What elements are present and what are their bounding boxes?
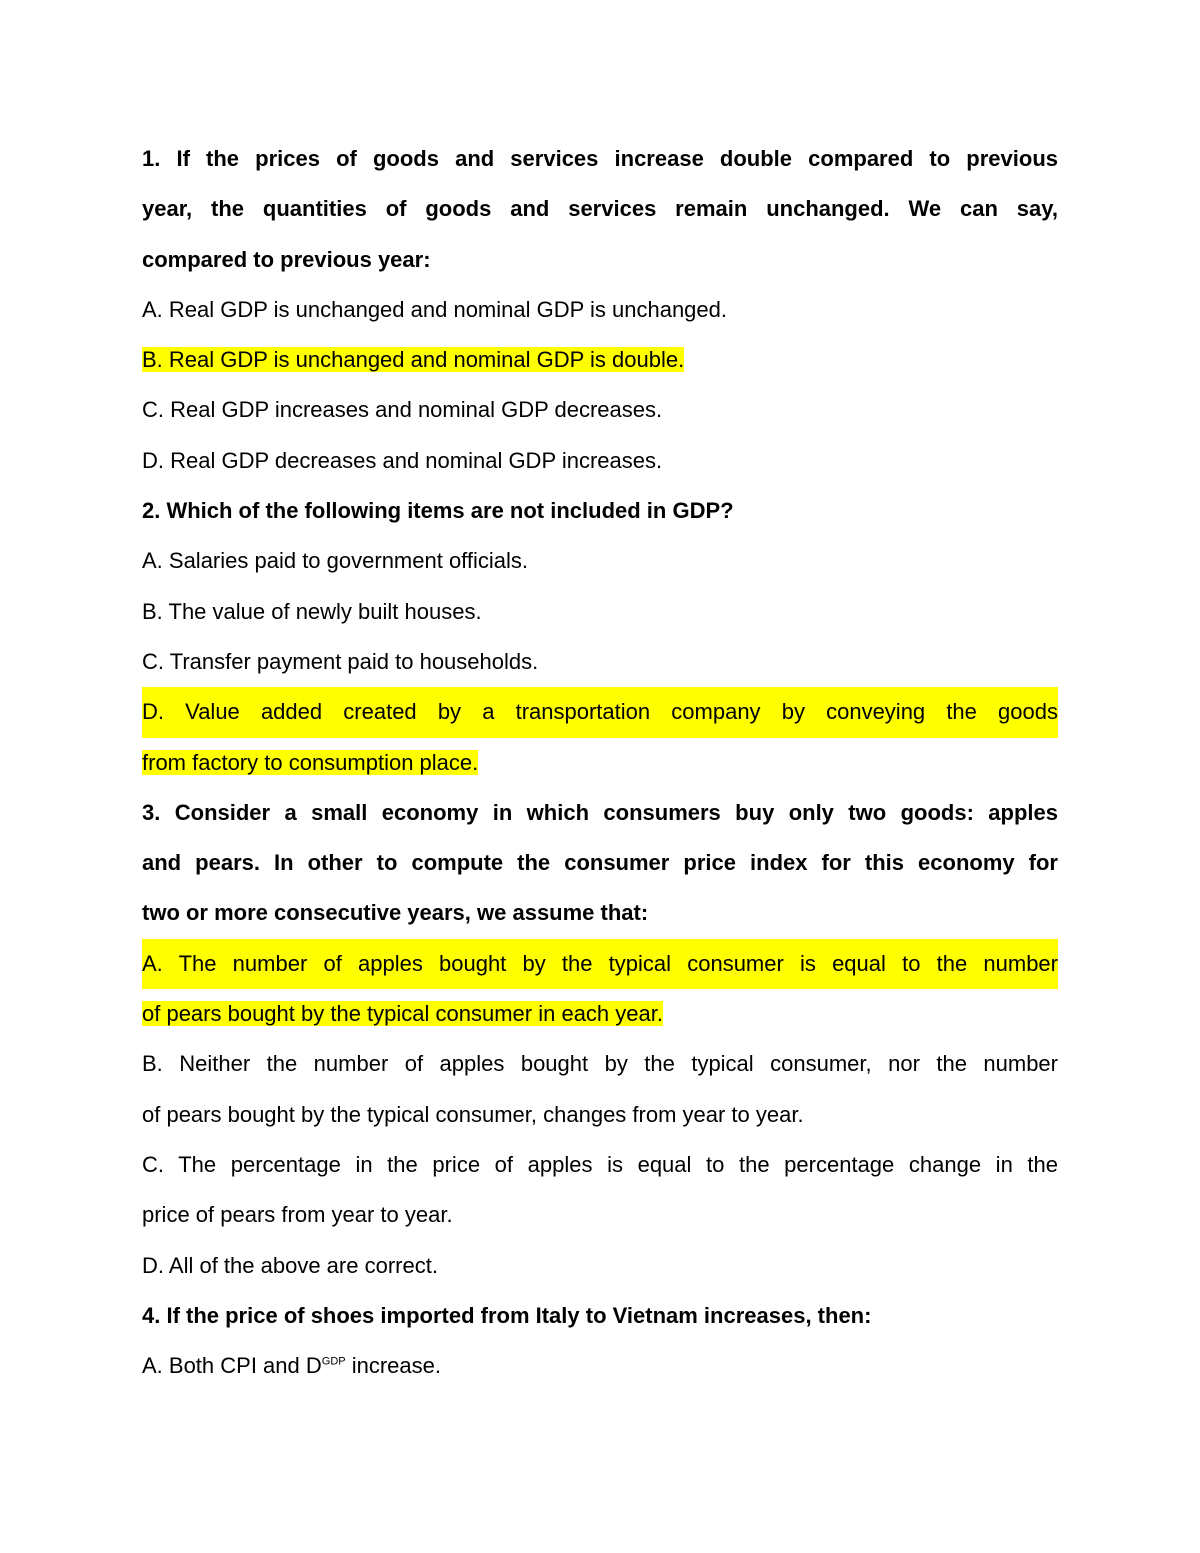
option-text: D. Real GDP decreases and nominal GDP increases. — [142, 447, 663, 473]
option-text: B. The value of newly built houses. — [142, 598, 482, 624]
question-3-option-b-line-2: of pears bought by the typical consumer, changes from year to year. — [142, 1101, 804, 1127]
gdp-superscript: GDP — [321, 1355, 346, 1368]
option-text: C. Real GDP increases and nominal GDP decreases. — [142, 397, 663, 423]
question-2-option-d-line-1: D. Value added created by a transportation company by conveying the goods — [142, 687, 1058, 737]
question-1-stem-line-1: 1. If the prices of goods and services increase double compared to previous — [142, 146, 1058, 171]
question-3-option-a-line-2 — [142, 989, 1058, 1039]
question-1-option-c — [142, 385, 1058, 435]
question-3-option-c-line-2: price of pears from year to year. — [142, 1202, 453, 1228]
document-page — [142, 134, 1058, 1391]
question-3-option-a-line-1: A. The number of apples bought by the typical consumer is equal to the number — [142, 939, 1058, 989]
question-2-option-a — [142, 536, 1058, 586]
question-2-option-c — [142, 637, 1058, 687]
question-2-stem-line-1: 2. Which of the following items are not included in GDP? — [142, 498, 734, 524]
question-2-option-d-line-2 — [142, 738, 1058, 788]
question-4-stem-line-1: 4. If the price of shoes imported from Italy to Vietnam increases, then: — [142, 1302, 872, 1328]
option-text: A. Real GDP is unchanged and nominal GDP is unchanged. — [142, 296, 727, 322]
option-text-highlighted: of pears bought by the typical consumer in each year. — [142, 1001, 663, 1027]
option-suffix: increase. — [345, 1353, 441, 1379]
question-3-stem-line-2: and pears. In other to compute the consumer price index for this economy for — [142, 850, 1058, 876]
question-3-option-d — [142, 1241, 1058, 1291]
question-3-option-c-line-1: C. The percentage in the price of apples is equal to the percentage change in the — [142, 1151, 1058, 1177]
question-1-option-b — [142, 335, 1058, 385]
question-2-option-b — [142, 587, 1058, 637]
option-text-highlighted: B. Real GDP is unchanged and nominal GDP is double. — [142, 347, 685, 373]
question-1-stem-line-2: year, the quantities of goods and services remain unchanged. We can say, — [142, 196, 1058, 222]
question-1-option-a — [142, 285, 1058, 335]
option-text: D. All of the above are correct. — [142, 1252, 438, 1278]
option-text: A. Salaries paid to government officials. — [142, 548, 529, 574]
question-1-option-d — [142, 436, 1058, 486]
option-prefix: A. Both CPI and D — [142, 1353, 322, 1379]
option-text-highlighted: from factory to consumption place. — [142, 749, 479, 775]
question-3-stem-line-3: two or more consecutive years, we assume that: — [142, 900, 649, 926]
question-3-option-b-line-1: B. Neither the number of apples bought by the typical consumer, nor the number — [142, 1051, 1058, 1077]
question-3-stem-line-1: 3. Consider a small economy in which consumers buy only two goods: apples — [142, 799, 1058, 825]
option-text: C. Transfer payment paid to households. — [142, 648, 539, 674]
question-4-option-a — [142, 1341, 1058, 1391]
question-1-stem-line-3: compared to previous year: — [142, 246, 431, 272]
